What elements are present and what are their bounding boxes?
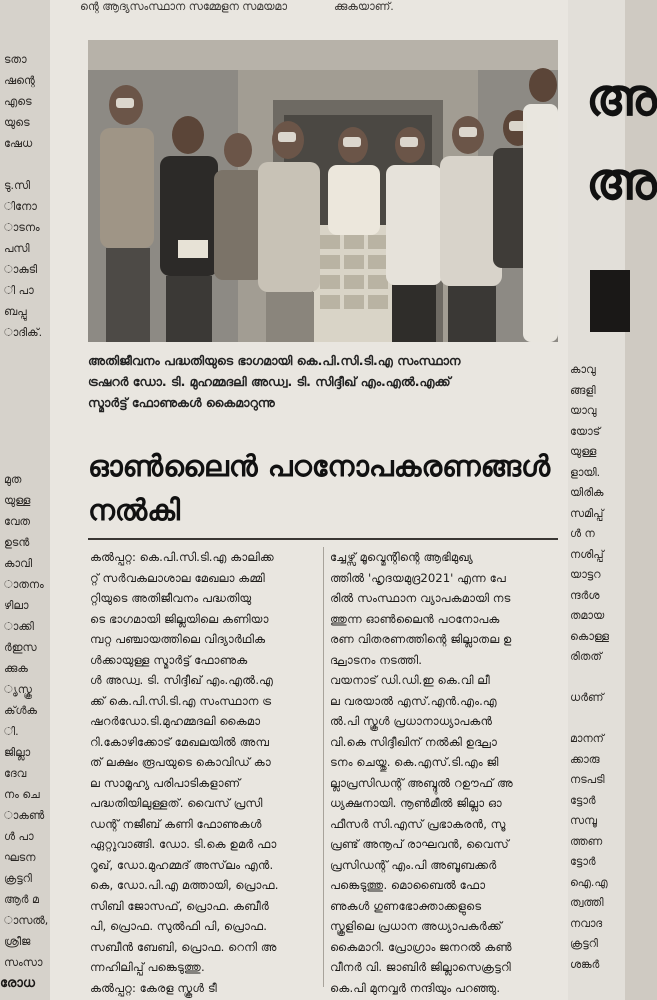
caption-line: അതിജീവനം പദ്ധതിയുടെ ഭാഗമായി കെ.പി.സി.ടി.എ സംസ്ഥാന (88, 353, 461, 368)
fragment-line: സംസാ (4, 956, 43, 969)
article-line: ണുകൾ ഗുണഭോക്താക്കളുടെ (330, 898, 482, 913)
fragment-line: ടു.സി (4, 179, 31, 192)
fragment-line: ത്വത്തി (570, 896, 604, 909)
fragment-line: ന്ദർശ (570, 588, 600, 602)
article-line: ന്നഹിലിപ്പ് പങ്കെടുത്തു. (90, 960, 205, 974)
right-big-letter-1: അ (586, 68, 657, 128)
fragment-line: നടപടി (570, 773, 605, 786)
column-divider (323, 547, 324, 987)
fragment-line: ാതനം (4, 578, 44, 591)
fragment-line: ഴിലാ (4, 599, 29, 612)
article-line: റ്റിയുടെ അതിജീവനം പദ്ധതിയു (90, 591, 252, 605)
article-line: ടെ ഭാഗമായി ജില്ലയിലെ കണിയാ (90, 611, 269, 626)
news-photo (88, 40, 558, 342)
article-line: രിൽ സംസ്ഥാന വ്യാപകമായി നട (330, 591, 511, 605)
article-line: ല്ലാപ്രസിഡന്റ് അബ്ദുൽ റഊഫ് അ (330, 775, 513, 790)
fragment-line: ൾ പാ (4, 830, 34, 843)
article-line: സിബി ജോസഫ്, പ്രൊഫ. കബീർ (90, 898, 269, 913)
adjacent-left-column (0, 0, 50, 1000)
fragment-line: യിരിക (570, 486, 604, 499)
fragment-line: ശ്രീജ (4, 935, 31, 948)
fragment-line: യാവു (570, 404, 597, 417)
fragment-line: ൃസ്കൂ (4, 683, 32, 696)
fragment-line: ാടനം (4, 221, 40, 234)
right-image-block (590, 270, 630, 332)
article-line: കൈമാറി. പ്രോഗ്രാം ജനറൽ കൺ (330, 939, 512, 954)
fragment-line: ഐ.എ (570, 875, 608, 889)
fragment-line: നം ചെ (4, 788, 40, 801)
fragment-line: എടെ (4, 95, 32, 108)
article-line: ൽ.പി സ്കൂൾ പ്രധാനാധ്യാപകൻ (330, 714, 493, 728)
article-column-1 (90, 547, 322, 998)
article-line: കൽപ്പറ്റ: കേരള സ്കൂൾ ടീ (90, 980, 217, 995)
fragment-line: ി. (4, 725, 19, 738)
photo-illustration (88, 40, 558, 342)
headline-rule (88, 538, 558, 540)
fragment-line: തമായ (570, 609, 605, 622)
article-line: ഏറ്റുവാങ്ങി. ഡോ. ടി.കെ ഉമർ ഫാ (90, 837, 277, 851)
article-line: ത്തിൽ 'ഹൃദയമുദ്ര2021' എന്ന പേ (330, 570, 506, 585)
article-line: സബീൻ ബേബി, പ്രൊഫ. റെനി അ (90, 939, 277, 954)
fragment-line: കാവു (570, 363, 596, 376)
fragment-line: ൾ ന (570, 527, 595, 540)
top-strip (80, 0, 550, 16)
article-line: ത് ലക്ഷം രൂപയുടെ കൊവിഡ് കാ (90, 755, 271, 769)
fragment-line: യുള്ള (570, 445, 597, 458)
article-line: ഡന്റ് നജീബ് കണി ഫോണുകൾ (90, 816, 262, 831)
article-line: റൂഖ്, ഡോ.മുഹമ്മദ് അസ്‌ലം എൻ. (90, 857, 274, 872)
fragment-line: ക്രട്ടറി (570, 937, 598, 950)
article-line: ക്ക് കെ.പി.സി.ടി.എ സംസ്ഥാന ട്ര (90, 693, 272, 708)
article-line: പ്രസിഡന്റ് എം.പി അബൂബക്കർ (330, 857, 497, 872)
fragment-line: ജില്ലാ (4, 746, 31, 759)
fragment-line: കൊള്ള (570, 629, 610, 643)
article-line: ധ്യക്ഷനായി. നൂൺമീൽ ജില്ലാ ഓ (330, 796, 502, 810)
fragment-line: ഉടൻ (4, 536, 30, 549)
headline-line-1: ഓൺലൈൻ പഠനോപകരണങ്ങൾ (88, 449, 551, 483)
fragment-line: ബപ്പു (4, 305, 27, 318)
fragment-line: ട്ടോർ (570, 793, 596, 807)
article-line: വി.കെ സിദ്ദീഖിന് നൽകി ഉദ്ഘാ (330, 734, 497, 749)
fragment-line: കാവി (4, 557, 33, 570)
article-line: വയനാട് ഡി.ഡി.ഇ കെ.വി ലീ (330, 673, 490, 687)
article-column-2 (330, 547, 562, 998)
article-line: പദ്ധതിയിലുള്ളത്. വൈസ് പ്രസി (90, 796, 263, 810)
article-line: റി.കോഴിക്കോട് മേഖലയിൽ അമ്പ (90, 734, 270, 749)
article-line: ദ്ഘാടനം നടത്തി. (330, 652, 422, 667)
article-line: വീനർ വി. ജാബിർ ജില്ലാസെക്രട്ടറി (330, 960, 511, 974)
fragment-line: ാസൽ, (4, 914, 49, 927)
article-line: ല വരയാൽ എസ്.എൻ.എം.എ (330, 693, 497, 708)
fragment-line: പസി (4, 242, 30, 255)
fragment-line: ട്ടോർ (570, 855, 596, 868)
fragment-line: ശങ്കർ (570, 957, 600, 971)
adjacent-right-column (568, 0, 657, 1000)
fragment-line: ാകുടി (4, 263, 38, 276)
article-line: ല സാമൂഹ്യ പരിപാടികളാണ് (90, 775, 241, 790)
article-line: രണ വിതരണത്തിന്റെ ജില്ലാതല ഉ (330, 632, 512, 646)
fragment-line: ത്തണ (570, 834, 603, 848)
fragment-line: ി പാ (4, 284, 34, 297)
fragment-line: സമ്പൂ (570, 814, 597, 827)
article-line: പ്രണ്ട് അനൂപ് രാഘവൻ, വൈസ് (330, 837, 509, 851)
article-line: പി, പ്രൊഫ. സുൽഫി പി, പ്രൊഫ. (90, 919, 268, 933)
fragment-line: ാക്കി (4, 620, 34, 633)
fragment-line: ദേവ (4, 767, 27, 780)
headline-line-2: നൽകി (88, 493, 181, 527)
caption-line: ട്രഷറർ ഡോ. ടി. മുഹമ്മദലി അഡ്വ. ടി. സിദ്ദീഖ് എം.എൽ.എക്ക് (88, 374, 451, 389)
top-strip-text-2: ക്കുകയാണ്. (334, 0, 394, 13)
fragment-line: മാനന് (570, 732, 604, 745)
fragment-line: ക്കുക (4, 662, 28, 675)
fragment-line: ധർണ് (570, 691, 604, 704)
top-strip-text-1: ന്റെ ആദ്യസംസ്ഥാന സമ്മേളന സമയമാ (80, 0, 288, 13)
fragment-line: ർഇസ (4, 641, 37, 654)
fragment-line: ക്കാരു (570, 752, 600, 766)
fragment-line: യോട് (570, 424, 601, 438)
fragment-line: ക്രട്ടറി (4, 872, 32, 885)
article-line: ൾ അഡ്വ. ടി. സിദ്ദീഖ് എം.എൽ.എ (90, 673, 274, 687)
fragment-line: ഘടന (4, 851, 36, 864)
article-line: ത്തുന്ന ഓൺലൈൻ പഠനോപക (330, 611, 500, 626)
headline (88, 444, 558, 532)
fragment-line: ആർ മ (4, 893, 39, 906)
right-big-letter-2: അ (586, 152, 657, 212)
fragment-line: ക്ൾക (4, 704, 38, 717)
article-line: കെ, ഡോ.പി.എ മത്തായി, പ്രൊഫ. (90, 878, 279, 892)
fragment-line: നവാദ (570, 916, 603, 930)
fragment-line: ഷന്റെ (4, 74, 35, 87)
fragment-line: രിതത് (570, 650, 602, 663)
article-line: റ്റ് സർവകലാശാല മേഖലാ കമ്മി (90, 570, 265, 585)
fragment-line: ഷേധ (4, 137, 33, 150)
article-line: ഷറർഡോ.ടി.മുഹമ്മദലി കൈമാ (90, 714, 261, 728)
fragment-line: വേത (4, 515, 31, 528)
fragment-line: യാട്ടറ (570, 568, 601, 581)
fragment-line: ാകൺ (4, 809, 45, 822)
left-bottom-word: രോധ (0, 976, 35, 991)
article-line: പങ്കെടുത്തു. മൊബൈൽ ഫോ (330, 878, 486, 892)
article-line: ഫീസർ സി.എസ് പ്രഭാകരൻ, സൂ (330, 816, 506, 831)
fragment-line: യുടെ (4, 116, 30, 129)
fragment-line: നശിപ്പ് (570, 547, 604, 561)
fragment-line: മുത (4, 473, 22, 486)
fragment-line: ങ്ങളി (570, 383, 596, 397)
article-line: കൽപ്പറ്റ: കെ.പി.സി.ടി.എ കാലിക്ക (90, 550, 274, 564)
fragment-line: ളായി. (570, 465, 601, 479)
fragment-line: ടതാ (4, 53, 27, 66)
article-line: സ്കൂളിലെ പ്രധാന അധ്യാപകർക്ക് (330, 919, 502, 933)
article-line: ച്ചേഴ്സ് മൂവ്മെന്റിന്റെ ആഭിമുഖ്യ (330, 550, 473, 564)
fragment-line: ാദിക്. (4, 326, 43, 339)
fragment-line: യുള്ള (4, 494, 31, 507)
article-line: കെ.പി മുനവ്വർ നന്ദിയും പറഞ്ഞു. (330, 980, 501, 995)
fragment-line: ിനോ (4, 200, 37, 213)
photo-caption (88, 350, 558, 413)
article-line: മ്പറ്റ പഞ്ചായത്തിലെ വിദ്യാർഥിക (90, 632, 266, 646)
caption-line: സ്മാർട്ട് ഫോണുകൾ കൈമാറുന്നു (88, 395, 275, 410)
fragment-line: സമിപ്പ് (570, 506, 604, 520)
article-line: ൾക്കായുള്ള സ്മാർട്ട് ഫോണുക (90, 652, 248, 667)
article-line: ടനം ചെയ്തു. കെ.എസ്.ടി.എം ജി (330, 755, 499, 769)
